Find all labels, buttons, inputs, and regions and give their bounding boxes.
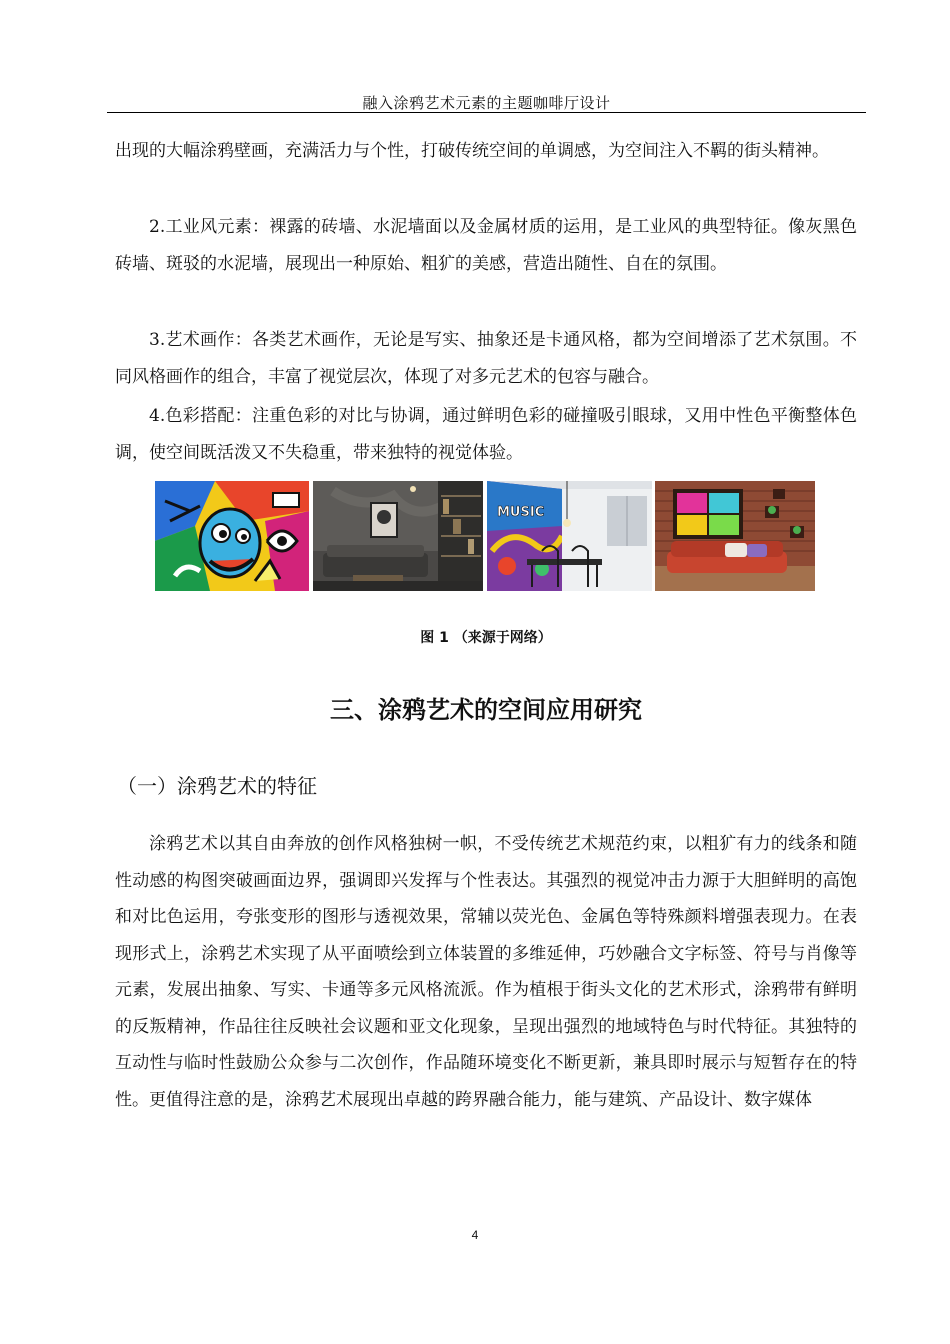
section-heading: 三、涂鸦艺术的空间应用研究 xyxy=(330,696,642,724)
running-header: 融入涂鸦艺术元素的主题咖啡厅设计 xyxy=(362,94,611,112)
paragraph-art-paintings: 3.艺术画作：各类艺术画作，无论是写实、抽象还是卡通风格，都为空间增添了艺术氛围。不同风格画作的组合，丰富了视觉层次，体现了对多元艺术的包容与融合。 xyxy=(115,330,857,387)
graffiti-photo xyxy=(155,481,309,591)
subsection-heading: （一）涂鸦艺术的特征 xyxy=(117,774,317,798)
page-number: 4 xyxy=(471,1228,479,1242)
graffiti-dining-photo xyxy=(487,481,652,591)
paragraph-industrial-elements: 2.工业风元素：裸露的砖墙、水泥墙面以及金属材质的运用，是工业风的典型特征。像灰黑色砖墙、斑驳的水泥墙，展现出一种原始、粗犷的美感，营造出随性、自在的氛围。 xyxy=(115,217,857,274)
paragraph-color-scheme: 4.色彩搭配：注重色彩的对比与协调，通过鲜明色彩的碰撞吸引眼球，又用中性色平衡整体色调，使空间既活泼又不失稳重，带来独特的视觉体验。 xyxy=(115,406,857,463)
paragraph-continuation: 出现的大幅涂鸦壁画，充满活力与个性，打破传统空间的单调感，为空间注入不羁的街头精神。 xyxy=(115,141,829,161)
header-rule xyxy=(107,112,866,113)
music-wall-text: MUSIC xyxy=(497,505,545,520)
industrial-room-photo xyxy=(313,481,483,591)
brick-wall-sofa-photo xyxy=(655,481,815,591)
paragraph-graffiti-features: 涂鸦艺术以其自由奔放的创作风格独树一帜，不受传统艺术规范约束，以粗犷有力的线条和随性动感的构图突破画面边界，强调即兴发挥与个性表达。其强烈的视觉冲击力源于大胆鲜明的高饱和对比色运用，夸张变形的图形与透视效果，常辅以荧光色、金属色等特殊颜料增强表现力。在表现形式上，涂鸦艺术实现了从平面喷绘到立体装置的多维延伸，巧妙融合文字标签、符号与肖像等元素，发展出抽象、写实、卡通等多元风格流派。作为植根于街头文化的艺术形式，涂鸦带有鲜明的反叛精神，作品往往反映社会议题和亚文化现象，呈现出强烈的地域特色与时代特征。其独特的互动性与临时性鼓励公众参与二次创作，作品随环境变化不断更新，兼具即时展示与短暂存在的特性。更值得注意的是，涂鸦艺术展现出卓越的跨界融合能力，能与建筑、产品设计、数字媒体 xyxy=(115,834,857,1110)
figure-caption: 图 1 （来源于网络） xyxy=(420,630,552,646)
